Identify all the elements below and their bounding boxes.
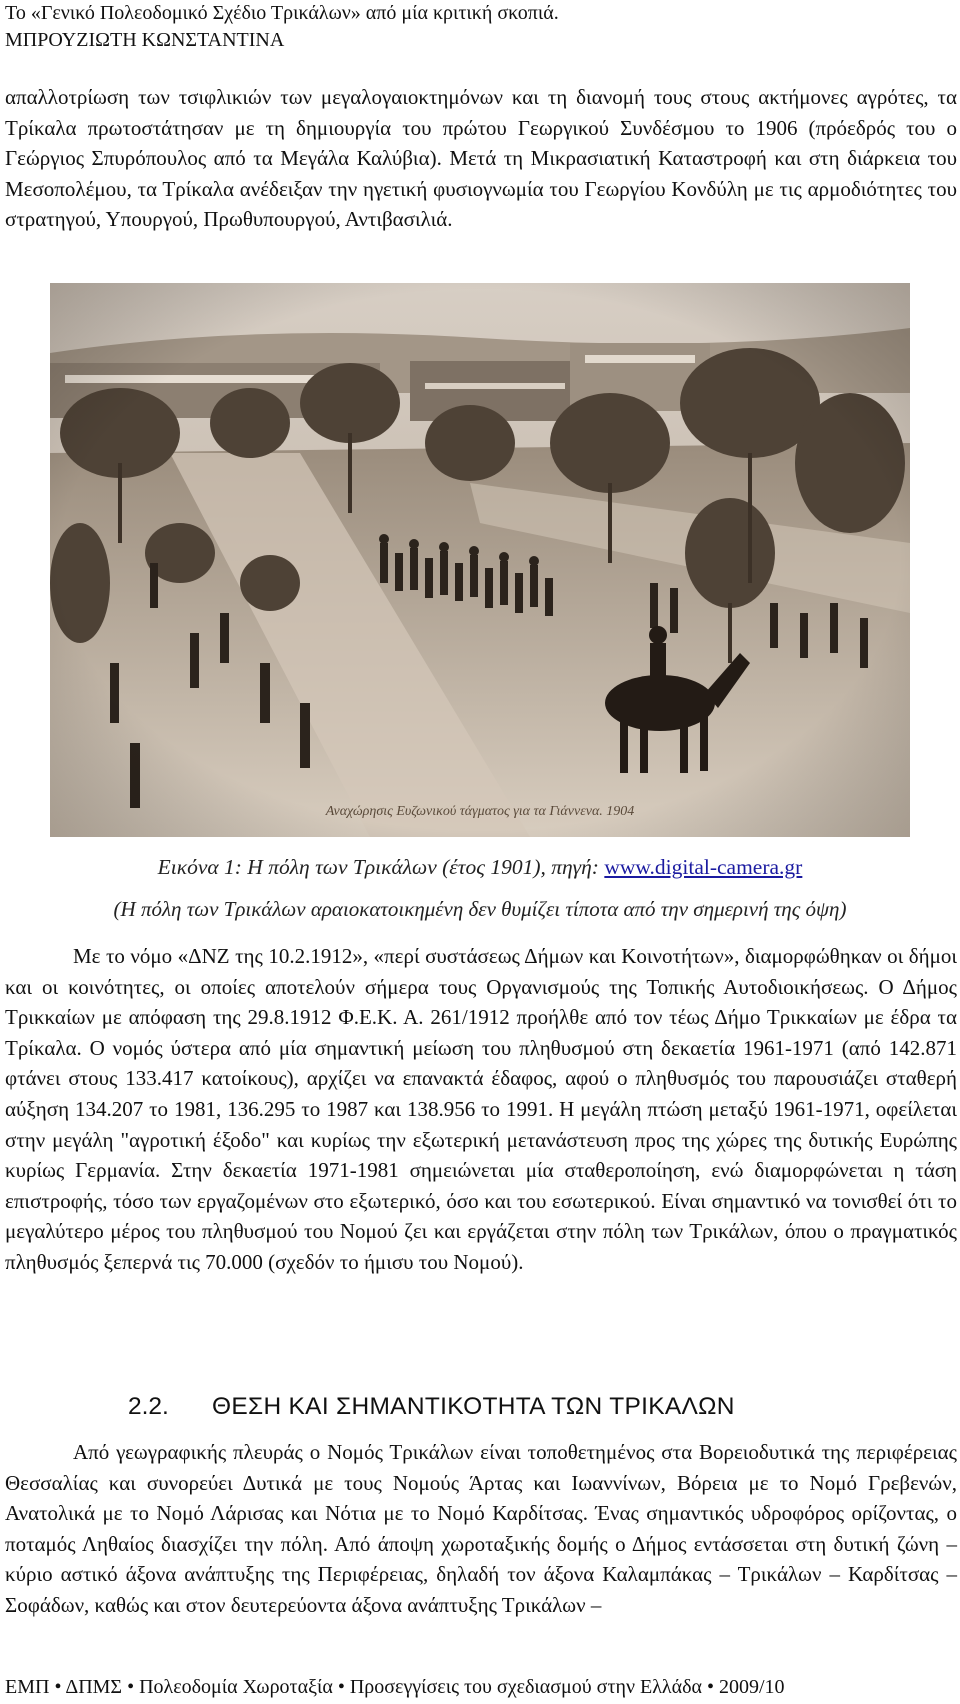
paragraph-geography: Από γεωγραφικής πλευράς ο Νομός Τρικάλων είναι τοποθετημένος στα Βορειοδυτικά της περιφέρειας Θεσσαλίας και συνορεύει Δυτικά με τους Νομούς Άρτας και Ιωαννίνων, Βόρεια με το Νομό Γρεβενών, Ανατολικά με το Νομό Λάρισας και Νότια με το Νομό Καρδίτσας. Ένας σημαντικός υδροφόρος ορίζοντας, ο ποταμός Ληθαίος διασχίζει την πόλη. Από άποψη χωροταξικής δομής ο Δήμος εντάσσεται στη δυτική ζώνη – κύριο αστικό άξονα ανάπτυξης της Περιφέρειας, δηλαδή τον άξονα Καλαμπάκας – Τρικάλων – Καρδίτσας – Σοφάδων, καθώς και στον δευτερεύοντα άξονα ανάπτυξης Τρικάλων – bbox=[5, 1440, 957, 1617]
figure-note: (Η πόλη των Τρικάλων αραιοκατοικημένη δεν θυμίζει τίποτα από την σημερινή της όψη) bbox=[113, 897, 847, 921]
running-header bbox=[5, 0, 559, 54]
header-title: Το «Γενικό Πολεοδομικό Σχέδιο Τρικάλων» από μία κριτική σκοπιά. bbox=[5, 2, 559, 24]
section-title: ΘΕΣΗ ΚΑΙ ΣΗΜΑΝΤΙΚΟΤΗΤΑ ΤΩΝ ΤΡΙΚΑΛΩΝ bbox=[212, 1393, 735, 1420]
photo-inscription: Αναχώρησις Ευζωνικού τάγματος για τα Γιάννενα. 1904 bbox=[325, 804, 635, 819]
photo-illustration bbox=[50, 283, 910, 837]
paragraph-municipality: Με το νόμο «ΔΝΖ της 10.2.1912», «περί συστάσεως Δήμων και Κοινοτήτων», διαμορφώθηκαν οι δήμοι και οι κοινότητες, οι οποίες αποτελούν σήμερα τους Οργανισμούς της Τοπικής Αυτοδιοικήσεως. Ο Δήμος Τρικκαίων με απόφαση της 29.8.1912 Φ.Ε.Κ. Α. 261/1912 προήλθε από τον τέως Δήμο Τρικκαίων με έδρα τα Τρίκαλα. Ο νομός ύστερα από μία σημαντική μείωση του πληθυσμού στη δεκαετία 1961-1971 (από 142.871 φτάνει στους 133.417 κατοίκους), αρχίζει να επανακτά έδαφος, αφού ο πληθυσμός του παρουσιάζει σταθερή αύξηση 134.207 το 1981, 136.295 το 1987 και 138.956 το 1991. Η μεγάλη πτώση μεταξύ 1961-1971, οφείλεται στην μεγάλη "αγροτική έξοδο" και κυρίως την εξωτερική μετανάστευση προς της χώρες της δυτικής Ευρώπης κυρίως Γερμανία. Στην δεκαετία 1971-1981 σημειώνεται μία σταθεροποίηση, ενώ διαμορφώνεται η τάση επιστροφής, τόσο των εργαζομένων στο εξωτερικό, όσο και του εσωτερικού. Είναι σημαντικό να τονισθεί ότι το μεγαλύτερο μέρος του πληθυσμού του Νομού ζει και εργάζεται στην πόλη των Τρικάλων, όπου ο πραγματικός πληθυσμός ξεπερνά τις 70.000 (σχεδόν το ήμισυ του Νομού). bbox=[5, 944, 957, 1274]
caption-source-link[interactable]: www.digital-camera.gr bbox=[604, 855, 803, 879]
page-footer: ΕΜΠ • ΔΠΜΣ • Πολεοδομία Χωροταξία • Προσεγγίσεις του σχεδιασμού στην Ελλάδα • 2009/10 bbox=[5, 1676, 785, 1698]
section-number: 2.2. bbox=[128, 1393, 169, 1420]
historic-photo-trikala bbox=[50, 283, 910, 837]
section-heading bbox=[0, 1390, 960, 1424]
caption-text: Εικόνα 1: Η πόλη των Τρικάλων (έτος 1901), πηγή: bbox=[157, 855, 605, 879]
figure-caption bbox=[0, 853, 960, 881]
header-author: ΜΠΡΟΥΖΙΩΤΗ ΚΩΝΣΤΑΝΤΙΝΑ bbox=[5, 29, 285, 51]
paragraph-history: απαλλοτρίωση των τσιφλικιών των μεγαλογαιοκτημόνων και τη διανομή τους στους ακτήμονες αγρότες, τα Τρίκαλα πρωτοστάτησαν με τη δημιουργία του πρώτου Γεωργικού Συνδέσμου το 1906 (πρόεδρός του ο Γεώργιος Σπυρόπουλος από τα Μεγάλα Καλύβια). Μετά τη Μικρασιατική Καταστροφή και στη διάρκεια του Μεσοπολέμου, τα Τρίκαλα ανέδειξαν την ηγετική φυσιογνωμία του Γεωργίου Κονδύλη με τις αρμοδιότητες του στρατηγού, Υπουργού, Πρωθυπουργού, Αντιβασιλιά. bbox=[5, 85, 957, 232]
